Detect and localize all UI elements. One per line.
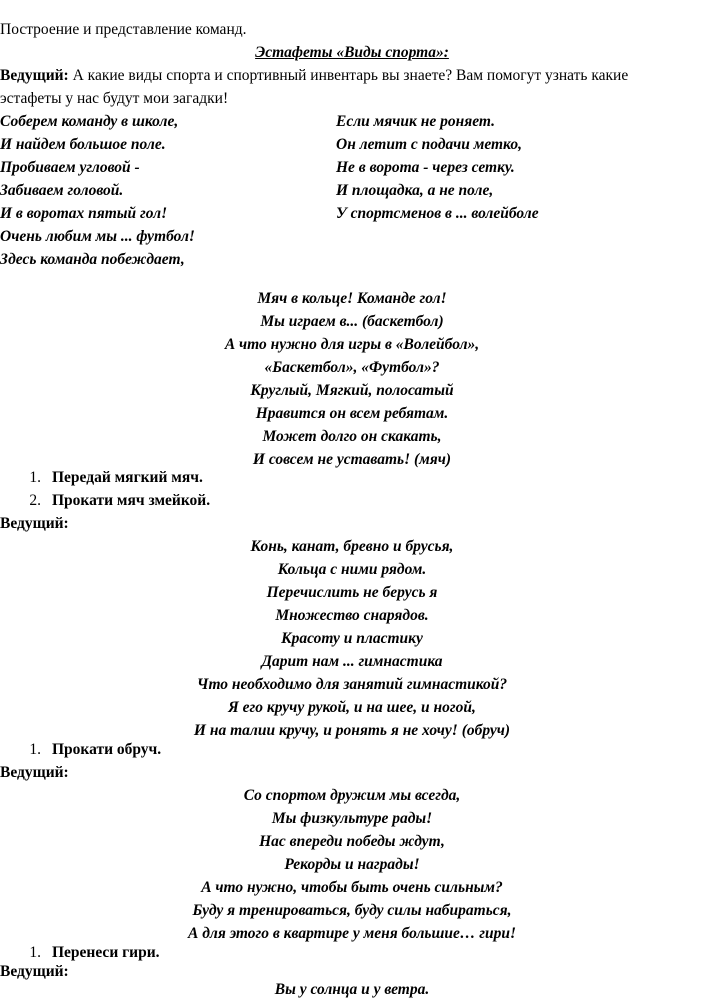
riddle-football-line: Здесь команда побеждает, <box>0 251 185 268</box>
riddle-gymnastics-line: Перечислить не берусь я <box>266 584 438 601</box>
riddle-gymnastics-line: Конь, канат, бревно и брусья, <box>250 538 454 555</box>
task-text: Перенеси гири. <box>52 944 160 961</box>
leader-label: Ведущий: <box>0 515 69 532</box>
leader-label: Ведущий: <box>0 963 69 980</box>
task-number: 1. <box>29 469 41 486</box>
section-title: Эстафеты «Виды спорта»: <box>255 44 449 61</box>
riddle-volleyball-line: И площадка, а не поле, <box>336 182 494 199</box>
riddle-football-line: И в воротах пятый гол! <box>0 205 168 222</box>
riddle-weights-line: Буду я тренироваться, буду силы набираться, <box>192 902 512 919</box>
leader-text-1: А какие виды спорта и спортивный инвентарь вы знаете? Вам помогут узнать какие <box>72 67 629 84</box>
riddle-football-line: Пробиваем угловой - <box>0 159 140 176</box>
riddle-basketball-line: Мы играем в... (баскетбол) <box>260 313 444 330</box>
leader-paragraph-line-1 <box>0 66 628 86</box>
riddle-basketball-line: Нравится он всем ребятам. <box>255 405 449 422</box>
riddle-gymnastics-line: Я его кручу рукой, и на шее, и ногой, <box>228 699 476 716</box>
riddle-gymnastics-line: Кольца с ними рядом. <box>277 561 427 578</box>
leader-text-2: эстафеты у нас будут мои загадки! <box>0 90 229 107</box>
riddle-football-line: Очень любим мы ... футбол! <box>0 228 195 245</box>
riddle-gymnastics-line: Красоту и пластику <box>281 630 423 647</box>
task-text: Прокати мяч змейкой. <box>52 492 211 509</box>
leader-label: Ведущий: <box>0 764 69 781</box>
riddle-volleyball-line: Если мячик не роняет. <box>336 113 496 130</box>
task-number: 2. <box>29 492 41 509</box>
task-text: Передай мягкий мяч. <box>52 469 203 486</box>
task-number: 1. <box>29 944 41 961</box>
riddle-gymnastics-line: И на талии кручу, и ронять я не хочу! (обруч) <box>193 722 511 739</box>
riddle-last-line: Вы у солнца и у ветра. <box>274 981 430 998</box>
riddle-basketball-line: А что нужно для игры в «Волейбол», <box>224 336 480 353</box>
riddle-gymnastics-line: Дарит нам ... гимнастика <box>261 653 443 670</box>
riddle-weights-line: А для этого в квартире у меня большие… гири! <box>187 925 517 942</box>
riddle-football-line: Забиваем головой. <box>0 182 124 199</box>
riddle-weights-line: А что нужно, чтобы быть очень сильным? <box>201 879 503 896</box>
riddle-gymnastics-line: Что необходимо для занятий гимнастикой? <box>196 676 508 693</box>
leader-label: Ведущий: <box>0 67 69 84</box>
riddle-basketball-line: «Баскетбол», «Футбол»? <box>264 359 440 376</box>
riddle-football-line: И найдем большое поле. <box>0 136 166 153</box>
riddle-gymnastics-line: Множество снарядов. <box>275 607 429 624</box>
riddle-volleyball-line: У спортсменов в ... волейболе <box>336 205 539 222</box>
riddle-weights-line: Нас впереди победы ждут, <box>259 833 445 850</box>
intro-line: Построение и представление команд. <box>0 21 247 38</box>
riddle-basketball-line: И совсем не уставать! (мяч) <box>252 451 452 468</box>
riddle-football-line: Соберем команду в школе, <box>0 113 179 130</box>
riddle-weights-line: Мы физкультуре рады! <box>271 810 433 827</box>
task-text: Прокати обруч. <box>52 741 162 758</box>
riddle-volleyball-line: Он летит с подачи метко, <box>336 136 522 153</box>
riddle-volleyball-line: Не в ворота - через сетку. <box>336 159 515 176</box>
task-number: 1. <box>29 741 41 758</box>
riddle-basketball-line: Мяч в кольце! Команде гол! <box>257 290 447 307</box>
riddle-basketball-line: Может долго он скакать, <box>262 428 442 445</box>
riddle-weights-line: Со спортом дружим мы всегда, <box>243 787 461 804</box>
riddle-weights-line: Рекорды и награды! <box>284 856 420 873</box>
riddle-basketball-line: Круглый, Мягкий, полосатый <box>250 382 454 399</box>
